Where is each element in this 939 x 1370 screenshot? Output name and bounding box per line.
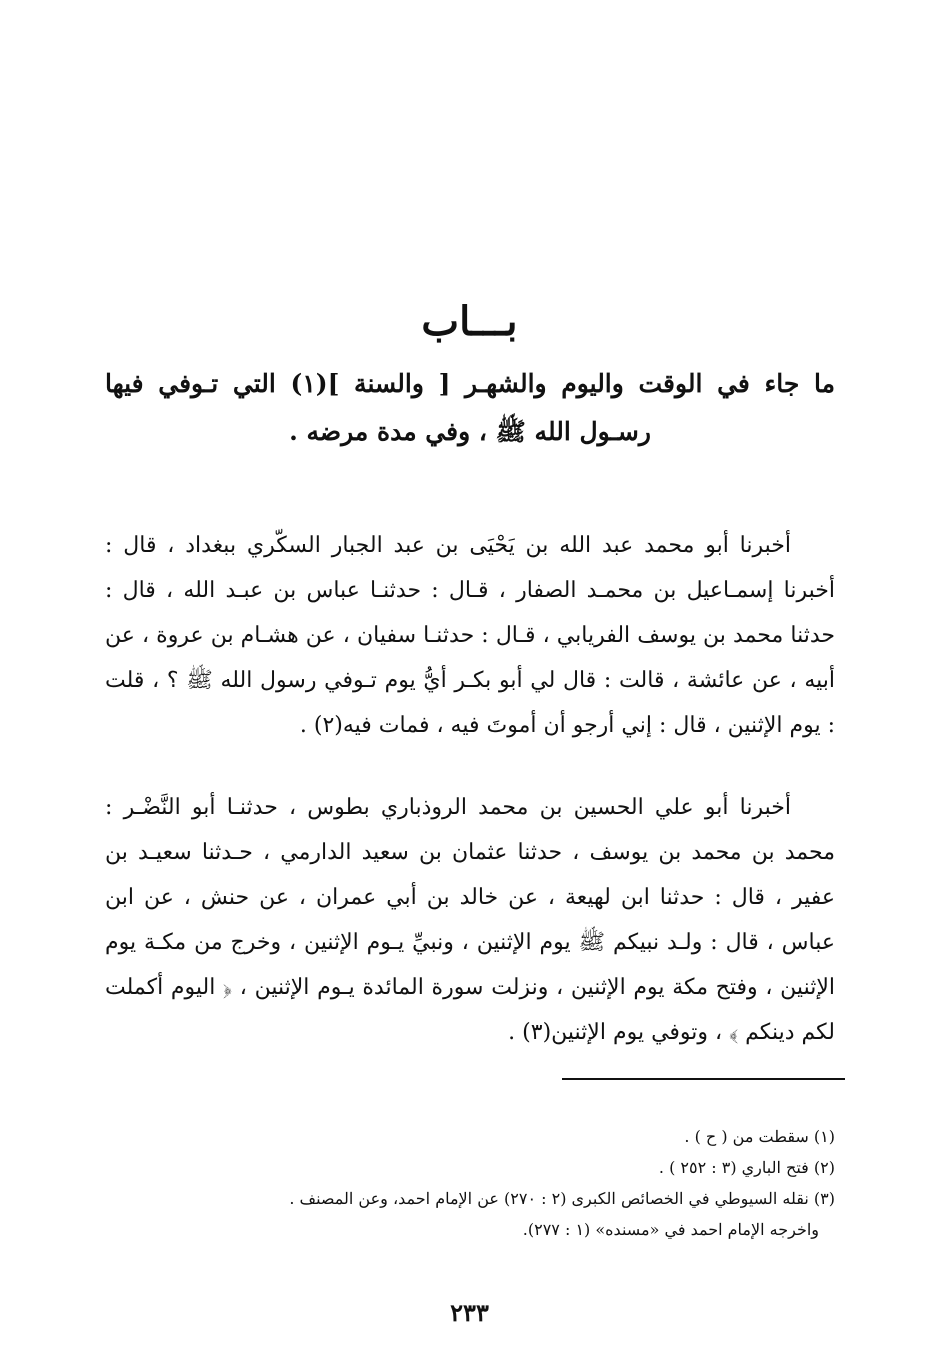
- hadith-paragraph-1: [105, 523, 835, 748]
- footnote-3: (٣) نقله السيوطي في الخصائص الكبرى (٢ : ٢٧٠) عن الإمام احمد، وعن المصنف .: [289, 1189, 835, 1208]
- footnote-2: (٢) فتح الباري (٣ : ٢٥٢ ) .: [658, 1158, 835, 1177]
- chapter-heading: بـــاب: [421, 298, 518, 345]
- chapter-title: ما جاء في الوقت واليوم والشهـر [ والسنة ](١) التي تـوفي فيها رسـول الله ﷺ ، وفي مدة مرضه .: [105, 369, 835, 446]
- footnotes: [105, 1124, 835, 1248]
- footnote-3-continuation: واخرجه الإمام احمد في «مسنده» (١ : ٢٧٧).: [522, 1220, 819, 1239]
- paragraph-text: أخبرنا أبو علي الحسين بن محمد الروذباري بطوس ، حدثنـا أبو النَّضْـر : محمد بن محمد بن يوسف ، حدثنا عثمان بن سعيد الدارمي ، حـدثنا سعيـد بن عفير ، قال : حدثنا ابن لهيعة ، عن خالد بن أبي عمران ، عن حنش ، عن ابن عباس ، قال : ولـد نبيكم ﷺ يوم الإثنين ، ونبيِّ يـوم الإثنين ، وخرج من مكـة يوم الإثنين ، وفتح مكة يوم الإثنين ، ونزلت سورة المائدة يـوم الإثنين ، ﴿ اليوم أكملت لكم دينكم ﴾ ، وتوفي يوم الإثنين(٣) .: [105, 795, 835, 1045]
- footnote-1: (١) سقطت من ( ح ) .: [684, 1127, 835, 1146]
- page-number: ٢٣٣: [450, 1298, 489, 1327]
- paragraph-text: أخبرنا أبو محمد عبد الله بن يَحْيَى بن عبد الجبار السكّري ببغداد ، قال : أخبرنا إسمـاعيل بن محمـد الصفار ، قـال : حدثنـا عباس بن عبـد الله ، قال : حدثنا محمد بن يوسف الفريابي ، قـال : حدثنـا سفيان ، عن هشـام بن عروة ، عن أبيه ، عن عائشة ، قالت : قال لي أبو بكـر أيُّ يوم تـوفي رسول الله ﷺ ؟ ، قلت : يوم الإثنين ، قال : إني أرجو أن أموتَ فيه ، فمات فيه(٢) .: [105, 533, 835, 738]
- footnote-separator: [562, 1078, 845, 1080]
- hadith-paragraph-2: [105, 785, 835, 1055]
